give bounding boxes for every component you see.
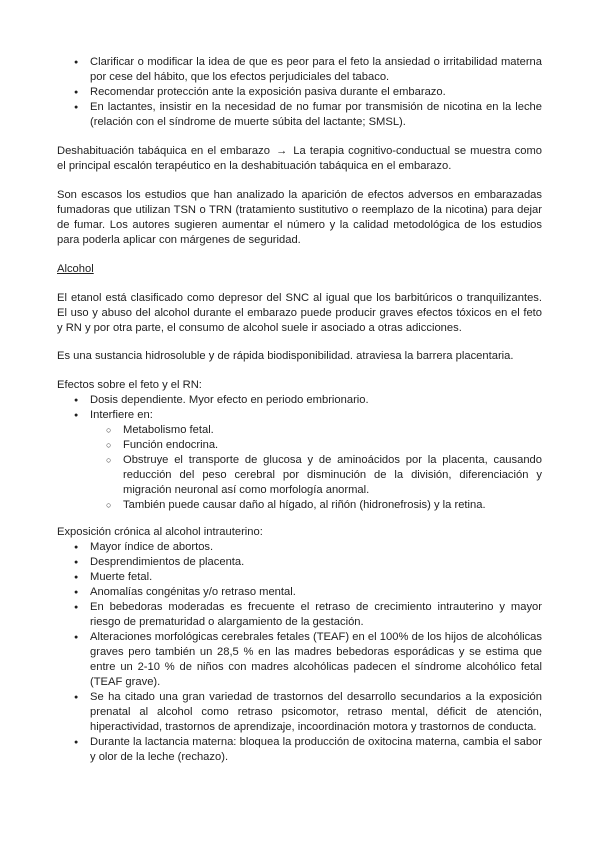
- list-item: ● En lactantes, insistir en la necesidad de no fumar por transmisión de nicotina en la leche (relación con el síndrome de muerte súbita del lactante; SMSL).: [57, 100, 542, 130]
- exposicion-title: Exposición crónica al alcohol intrauterino:: [57, 526, 263, 538]
- efectos-block: [57, 378, 542, 513]
- hidrosoluble-paragraph: Es una sustancia hidrosoluble y de rápida biodisponibilidad. atraviesa la barrera placentaria.: [57, 350, 514, 362]
- section-heading-alcohol: Alcohol: [57, 263, 94, 275]
- efectos-sublist-wrap: [57, 423, 542, 513]
- list-item: ● Durante la lactancia materna: bloquea la producción de oxitocina materna, cambia el sabor y olor de la leche (rechazo).: [57, 735, 542, 765]
- list-item: ● Anomalías congénitas y/o retraso mental.: [57, 585, 542, 600]
- deshabituacion-rest: La terapia cognitivo-conductual se muestra como el principal escalón terapéutico en la deshabituación tabáquica en el embarazo.: [57, 145, 542, 172]
- list-item: ● Dosis dependiente. Myor efecto en periodo embrionario.: [57, 393, 542, 408]
- sub-list-item: ○ También puede causar daño al hígado, al riñón (hidronefrosis) y la retina.: [90, 498, 542, 513]
- exposicion-block: [57, 525, 542, 765]
- efectos-sublist: [90, 423, 542, 513]
- list-item: ● Muerte fetal.: [57, 570, 542, 585]
- efectos-title: Efectos sobre el feto y el RN:: [57, 379, 202, 391]
- list-item: ● Desprendimientos de placenta.: [57, 555, 542, 570]
- deshabituacion-block: [57, 144, 542, 174]
- intro-bullet-list: [57, 55, 542, 130]
- estudios-paragraph: Son escasos los estudios que han analizado la aparición de efectos adversos en embarazadas fumadoras que utilizan TSN o TRN (tratamiento sustitutivo o reemplazo de la nicotina) para dejar de fumar. Los autores sugieren aumentar el número y la calidad metodológica de los estudios para poderla aplicar con márgenes de seguridad.: [57, 189, 542, 246]
- etanol-block: [57, 291, 542, 336]
- list-item: ● Alteraciones morfológicas cerebrales fetales (TEAF) en el 100% de los hijos de alcohólicas graves pero también un 28,5 % en las madres bebedoras esporádicas y se estima que entre un 2-10 % de niños con madres alcohólicas padecen el síndrome alcohólico fetal (TEAF grave).: [57, 630, 542, 690]
- sub-list-item: ○ Obstruye el transporte de glucosa y de aminoácidos por la placenta, causando reducción del peso cerebral por disminución de la división, diferenciación y migración neuronal así como morfología anormal.: [90, 453, 542, 498]
- list-item: ● En bebedoras moderadas es frecuente el retraso de crecimiento intrauterino y mayor riesgo de prematuridad o alargamiento de la gestación.: [57, 600, 542, 630]
- etanol-paragraph: El etanol está clasificado como depresor del SNC al igual que los barbitúricos o tranquilizantes. El uso y abuso del alcohol durante el embarazo puede producir graves efectos tóxicos en el feto y RN y por otra parte, el consumo de alcohol suele ir asociado a otras adicciones.: [57, 292, 542, 334]
- deshabituacion-paragraph: [57, 144, 542, 174]
- list-item: ● Recomendar protección ante la exposición pasiva durante el embarazo.: [57, 85, 542, 100]
- list-item: ● Mayor índice de abortos.: [57, 540, 542, 555]
- deshabituacion-lead: Deshabituación tabáquica en el embarazo: [57, 145, 270, 157]
- alcohol-heading-block: [57, 262, 542, 277]
- estudios-block: [57, 188, 542, 248]
- right-arrow-icon: →: [276, 145, 288, 157]
- sub-list-item: ○ Metabolismo fetal.: [90, 423, 542, 438]
- list-item: ● Se ha citado una gran variedad de trastornos del desarrollo secundarios a la exposición prenatal al alcohol como retraso psicomotor, retraso mental, déficit de atención, hiperactividad, trastornos de aprendizaje, incoordinación motora y trastornos de conducta.: [57, 690, 542, 735]
- list-item: ● Clarificar o modificar la idea de que es peor para el feto la ansiedad o irritabilidad materna por cese del hábito, que los efectos perjudiciales del tabaco.: [57, 55, 542, 85]
- intro-bullet-list-wrap: [57, 55, 542, 130]
- hidrosoluble-block: [57, 349, 542, 364]
- efectos-list: [57, 393, 542, 423]
- list-item: ● Interfiere en:: [57, 408, 542, 423]
- exposicion-list: [57, 540, 542, 765]
- sub-list-item: ○ Función endocrina.: [90, 438, 542, 453]
